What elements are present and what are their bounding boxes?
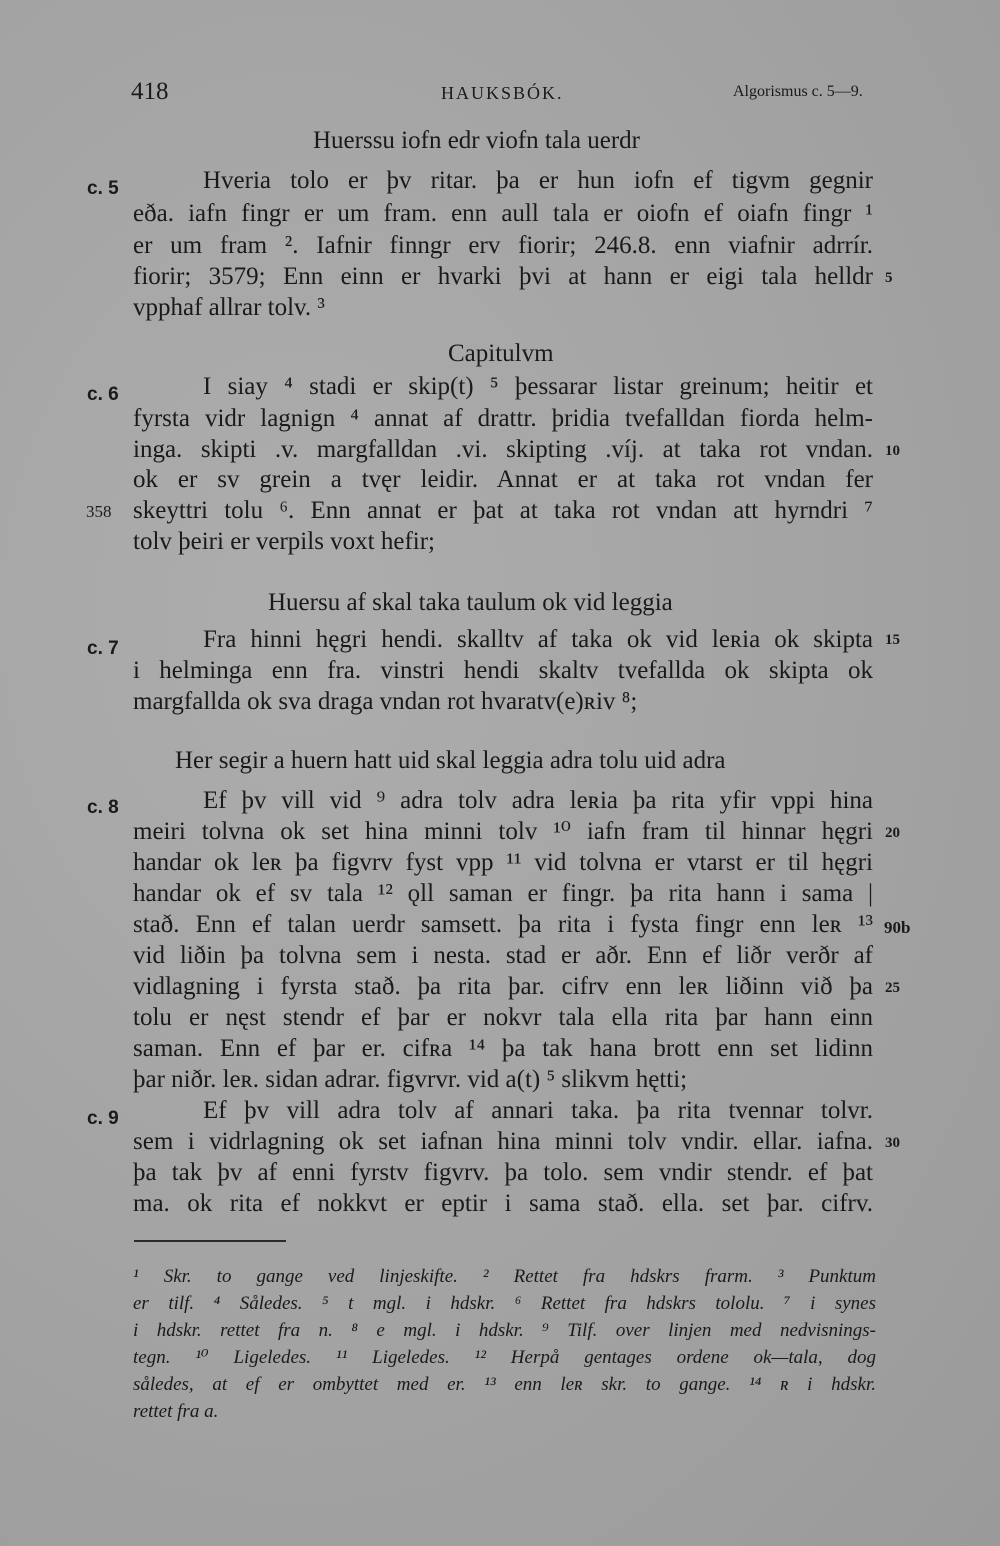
text-line: eða. iafn fingr er um fram. enn aull tala er oiofn ef oiafn fingr ¹ [133,200,873,227]
text-line: i helminga enn fra. vinstri hendi skaltv tvefallda ok skipta ok [133,657,873,684]
footnote-line: tegn. ¹⁰ Ligeledes. ¹¹ Ligeledes. ¹² Herpå gentages ordene ok—tala, dog [133,1347,876,1368]
text-line: ma. ok rita ef nokkvt er eptir i sama stað. ella. set þar. cifrv. [133,1190,873,1217]
text-line: er um fram ². Iafnir finngr erv fiorir; 246.8. enn viafnir adrrír. [133,232,873,259]
footnote-line: er tilf. ⁴ Således. ⁵ t mgl. i hdskr. ⁶ Rettet fra hdskrs tololu. ⁷ i synes [133,1293,876,1314]
text-line: handar ok leʀ þa figvrv fyst vpp ¹¹ vid tolvna er vtarst er til hęgri [133,849,873,876]
folio-mark: 90b [884,918,911,937]
text-line: tolu er nęst stendr ef þar er nokvr tala ella rita þar hann einn [133,1004,873,1031]
text-line: inga. skipti .v. margfalldan .vi. skipting .víj. at taka rot vndan. [133,436,873,463]
text-line: vidlagning i fyrsta stað. þa rita þar. cifrv enn leʀ liðinn við þa [133,973,873,1000]
footnote-line: rettet fra a. [133,1401,219,1422]
text-line: vpphaf allrar tolv. ³ [133,294,325,321]
text-line: ok er sv grein a tvęr leidir. Annat er at taka rot vndan fer [133,466,873,493]
chapter-mark: c. 7 [87,638,119,659]
text-line: skeyttri tolu ⁶. Enn annat er þat at taka rot vndan att hyrndri ⁷ [133,497,873,524]
text-line: sem i vidrlagning ok set iafnan hina minni tolv vndir. ellar. iafna. [133,1128,873,1155]
text-line: fiorir; 3579; Enn einn er hvarki þvi at hann er eigi tala helldr [133,263,873,290]
chapter-mark: c. 9 [87,1108,119,1129]
chapter-mark: c. 8 [87,797,119,818]
text-line: Ef þv vill vid ⁹ adra tolv adra leʀia þa rita yfir vppi hina [203,787,873,814]
text-line: meiri tolvna ok set hina minni tolv ¹⁰ iafn fram til hinnar hęgri [133,818,873,845]
line-number: 15 [885,632,900,648]
line-number: 20 [885,825,900,841]
text-line: stað. Enn ef talan uerdr samsett. þa rita i fysta fingr enn leʀ ¹³ [133,911,873,938]
line-number: 30 [885,1135,900,1151]
footnote-line: ¹ Skr. to gange ved linjeskifte. ² Rettet fra hdskrs frarm. ³ Punktum [133,1266,876,1287]
running-title: HAUKSBÓK. [441,83,564,103]
chapter-mark: c. 6 [87,384,119,405]
text-line: I siay ⁴ stadi er skip(t) ⁵ þessarar listar greinum; heitir et [203,373,873,400]
footnote-line: således, at ef er ombyttet med er. ¹³ enn leʀ skr. to gange. ¹⁴ ʀ i hdskr. [133,1374,876,1395]
text-line: þar niðr. leʀ. sidan adrar. figvrvr. vid a(t) ⁵ slikvm hętti; [133,1066,688,1093]
text-line: margfallda ok sva draga vndan rot hvaratv(e)ʀiv ⁸; [133,688,638,715]
section-heading: Hu​erssu iofn edr viofn tala uerdr [313,127,640,154]
section-heading: Her segir a huern hatt uid skal leggia adra tolu uid adra [175,747,726,774]
section-heading: Capitulvm [448,340,554,367]
text-line: vid liðin þa tolvna sem i nesta. stad er aðr. Enn ef liðr verðr af [133,942,873,969]
section-reference: Algorismus c. 5—9. [733,83,863,100]
line-number: 25 [885,980,900,996]
footnote-line: i hdskr. rettet fra n. ⁸ e mgl. i hdskr. ⁹ Tilf. over linjen med nedvisnings- [133,1320,876,1341]
page-number: 418 [131,78,169,105]
text-line: Fra hinni hęgri hendi. skalltv af taka ok vid leʀia ok skipta [203,626,873,653]
line-number: 5 [885,270,893,286]
footnote-separator [134,1240,286,1242]
text-line: fyrsta vidr lagnign ⁴ annat af drattr. þridia tvefalldan fiorda helm- [133,405,873,432]
section-heading: Huersu af skal taka taulum ok vid leggia [268,589,673,616]
chapter-mark: c. 5 [87,178,119,199]
folio-mark: 358 [86,502,112,521]
text-line: saman. Enn ef þar er. cifʀa ¹⁴ þa tak hana brott enn set lidinn [133,1035,873,1062]
text-line: Ef þv vill adra tolv af annari taka. þa rita tvennar tolvr. [203,1097,873,1124]
line-number: 10 [885,443,900,459]
text-line: þa tak þv af enni fyrstv figvrv. þa tolo. sem vndir stendr. ef þat [133,1159,873,1186]
text-line: handar ok ef sv tala ¹² ǫll saman er fingr. þa rita hann i sama | [133,880,873,907]
text-line: Hveria tolo er þv ritar. þa er hun iofn ef tigvm gegnir [203,167,873,194]
text-line: tolv þeiri er verpils voxt hefir; [133,528,436,555]
